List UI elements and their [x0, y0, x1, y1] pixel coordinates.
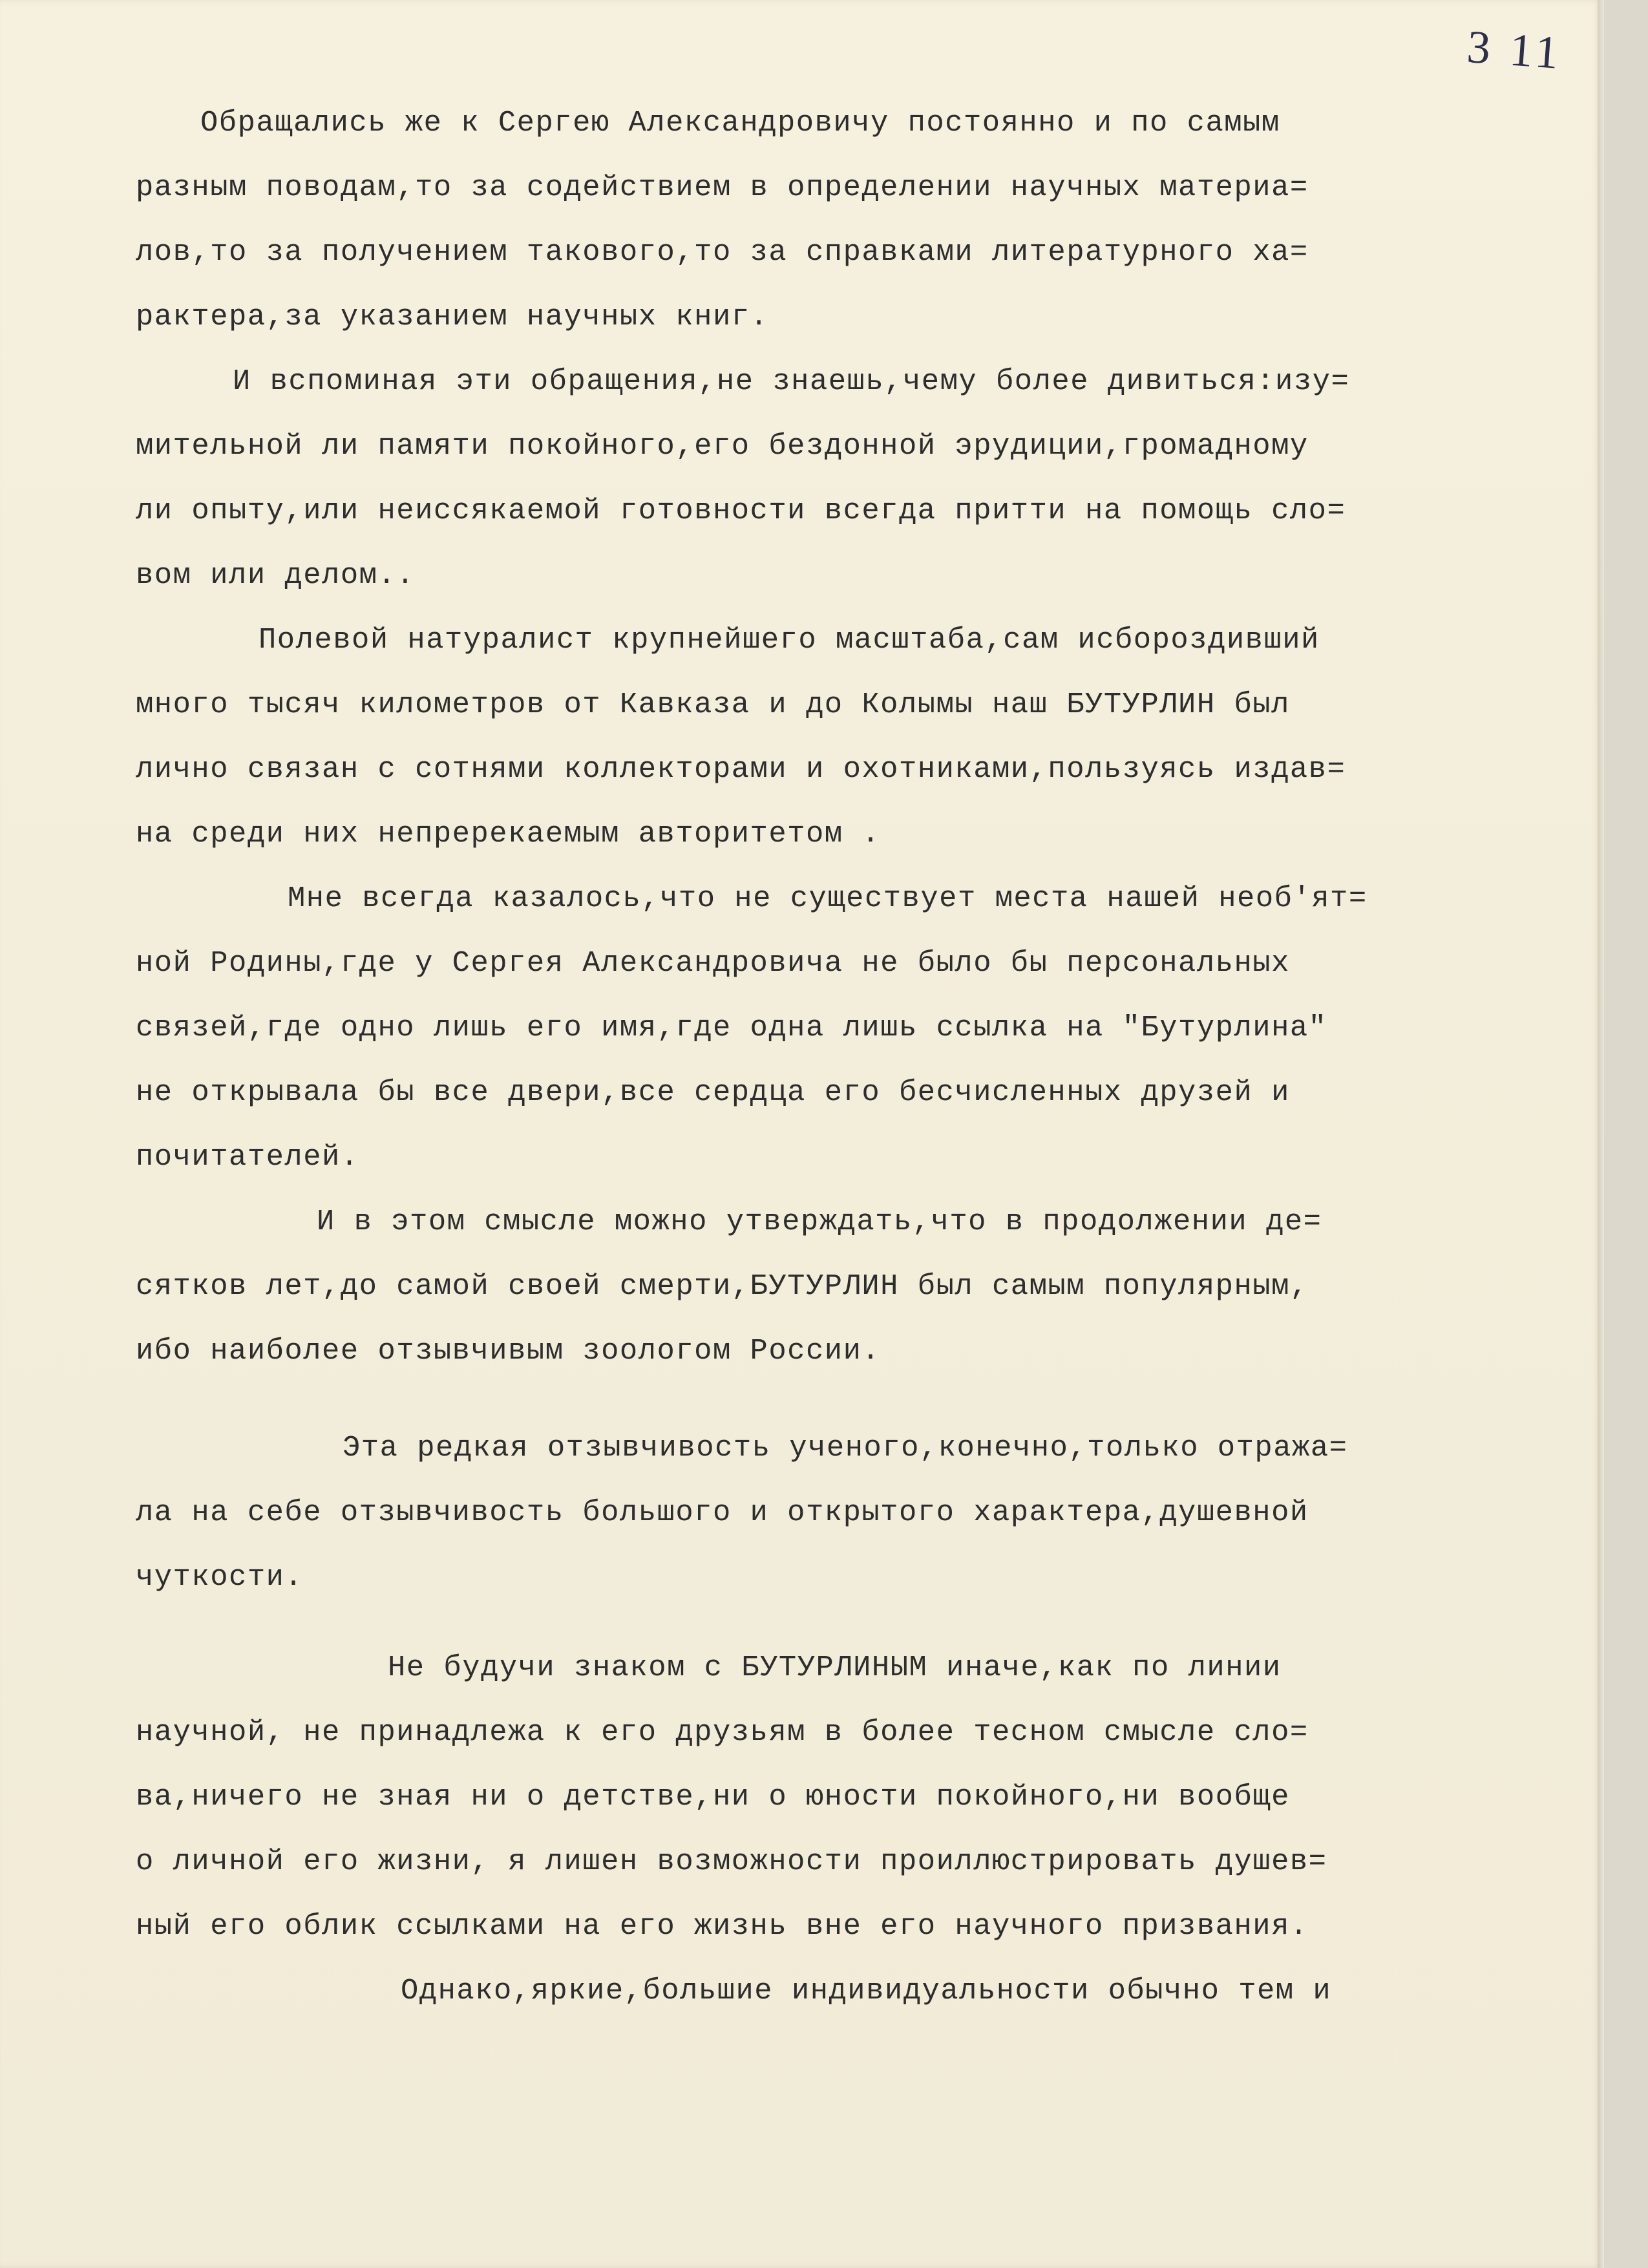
text-line: Эта редкая отзывчивость ученого,конечно,только отража= [343, 1431, 1348, 1465]
text-line: сятков лет,до самой своей смерти,БУТУРЛИН был самым популярным, [136, 1269, 1309, 1303]
text-line: Мне всегда казалось,что не существует места нашей необ'ят= [288, 882, 1368, 915]
text-line: Однако,яркие,большие индивидуальности обычно тем и [401, 1974, 1332, 2008]
text-line: лов,то за получением такового,то за справками литературного ха= [136, 235, 1309, 269]
text-line: ла на себе отзывчивость большого и открытого характера,душевной [136, 1496, 1309, 1529]
text-line: И вспоминая эти обращения,не знаешь,чему более дивиться:изу= [233, 365, 1350, 398]
text-line: о личной его жизни, я лишен возможности проиллюстрировать душев= [136, 1845, 1327, 1878]
text-line: почитателей. [136, 1140, 359, 1174]
text-line: вом или делом.. [136, 558, 416, 592]
page-number-handwritten: 3 11 [1465, 20, 1564, 79]
text-line: Полевой натуралист крупнейшего масштаба,сам исбороздивший [259, 623, 1320, 657]
text-line: ва,ничего не зная ни о детстве,ни о юности покойного,ни вообще [136, 1780, 1290, 1814]
paper-edge-shadow [1598, 0, 1604, 2268]
text-line: ибо наиболее отзывчивым зоологом России. [136, 1334, 881, 1368]
text-line: не открывала бы все двери,все сердца его бесчисленных друзей и [136, 1076, 1290, 1109]
text-line: чуткости. [136, 1560, 304, 1594]
text-line: лично связан с сотнями коллекторами и охотниками,пользуясь издав= [136, 752, 1346, 786]
text-line: мительной ли памяти покойного,его бездонной эрудиции,громадному [136, 429, 1309, 463]
text-line: ли опыту,или неиссякаемой готовности всегда притти на помощь сло= [136, 494, 1346, 527]
typed-text-body [136, 90, 1558, 2023]
text-line: ный его облик ссылками на его жизнь вне его научного призвания. [136, 1909, 1309, 1943]
text-line: Обращались же к Сергею Александровичу постоянно и по самым [200, 106, 1280, 140]
text-line: много тысяч километров от Кавказа и до Колымы наш БУТУРЛИН был [136, 688, 1290, 721]
text-line: на среди них непререкаемым авторитетом . [136, 817, 881, 851]
text-line: ной Родины,где у Сергея Александровича не было бы персональных [136, 946, 1290, 980]
text-line: И в этом смысле можно утверждать,что в продолжении де= [317, 1205, 1322, 1238]
text-line: разным поводам,то за содействием в определении научных материа= [136, 171, 1309, 204]
text-line: Не будучи знаком с БУТУРЛИНЫМ иначе,как по линии [388, 1651, 1282, 1684]
text-line: научной, не принадлежа к его друзьям в более тесном смысле сло= [136, 1715, 1309, 1749]
scan-backing [1601, 0, 1648, 2268]
text-line: рактера,за указанием научных книг. [136, 300, 769, 334]
text-line: связей,где одно лишь его имя,где одна лишь ссылка на "Бутурлина" [136, 1011, 1327, 1044]
